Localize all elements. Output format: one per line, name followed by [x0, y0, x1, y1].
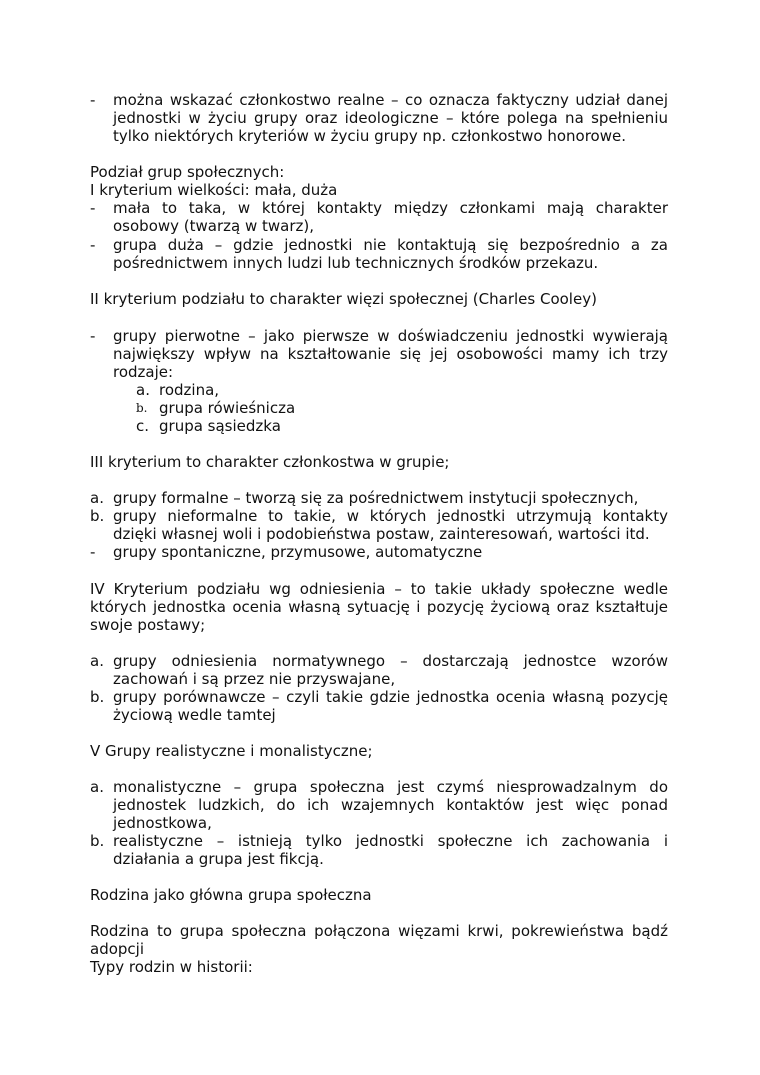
- monalistic-line-2: jednostek ludzkich, do ich wzajemnych kontaktów jest więc ponad: [113, 796, 668, 814]
- membership-line-3: tylko niektórych kryteriów w życiu grupy np. członkostwo honorowe.: [113, 127, 626, 145]
- membership-line-1: można wskazać członkostwo realne – co oznacza faktyczny udział danej: [113, 91, 668, 109]
- primary-line-2: największy wpływ na kształtowanie się jej osobowości mamy ich trzy: [113, 345, 668, 363]
- list-marker-b: b.: [90, 507, 105, 525]
- list-marker-b: b.: [136, 401, 148, 415]
- membership-line-2: jednostki w życiu grupy oraz ideologiczne – które polega na spełnieniu: [113, 109, 668, 127]
- comparative-groups-line-1: grupy porównawcze – czyli takie gdzie jednostka ocenia własną pozycję: [113, 688, 668, 706]
- monalistic-line-3: jednostkowa,: [113, 814, 212, 832]
- list-marker-a: a.: [136, 381, 150, 399]
- small-group-line-2: osobowy (twarzą w twarz),: [113, 217, 315, 235]
- informal-groups-line-1: grupy nieformalne to takie, w których jednostki utrzymują kontakty: [113, 507, 668, 525]
- list-marker-a: a.: [90, 652, 104, 670]
- small-group-line-1: mała to taka, w której kontakty między członkami mają charakter: [113, 199, 668, 217]
- criterion4-heading-line-3: swoje postawy;: [90, 616, 206, 634]
- criterion4-heading-line-1: IV Kryterium podziału wg odniesienia – to takie układy społeczne wedle: [90, 580, 668, 598]
- bullet-dash: -: [90, 91, 96, 109]
- monalistic-line-1: monalistyczne – grupa społeczna jest czymś niesprowadzalnym do: [113, 778, 668, 796]
- list-marker-b: b.: [90, 688, 105, 706]
- type-family: rodzina,: [159, 381, 220, 399]
- type-neighbour-group: grupa sąsiedzka: [159, 417, 281, 435]
- type-peer-group: grupa rówieśnicza: [159, 399, 296, 417]
- list-marker-b: b.: [90, 832, 105, 850]
- large-group-line-1: grupa duża – gdzie jednostki nie kontaktują się bezpośrednio a za: [113, 236, 668, 254]
- large-group-line-2: pośrednictwem innych ludzi lub technicznych środków przekazu.: [113, 254, 599, 272]
- normative-groups-line-2: zachowań i są przez nie przyswajane,: [113, 670, 396, 688]
- list-marker-c: c.: [136, 417, 150, 435]
- criterion4-heading-line-2: których jednostka ocenia własną sytuację i pozycję życiową oraz kształtuje: [90, 598, 668, 616]
- division-heading: Podział grup społecznych:: [90, 163, 285, 181]
- family-definition-line-1: Rodzina to grupa społeczna połączona więzami krwi, pokrewieństwa bądź: [90, 922, 668, 940]
- list-marker-a: a.: [90, 778, 104, 796]
- primary-line-1: grupy pierwotne – jako pierwsze w doświadczeniu jednostki wywierają: [113, 327, 668, 345]
- criterion3-heading: III kryterium to charakter członkostwa w grupie;: [90, 453, 450, 471]
- informal-groups-line-2: dzięki własnej woli i podobieństwa postaw, zainteresowań, wartości itd.: [113, 525, 650, 543]
- family-types-heading: Typy rodzin w historii:: [90, 958, 253, 976]
- realistic-line-1: realistyczne – istnieją tylko jednostki społeczne ich zachowania i: [113, 832, 668, 850]
- comparative-groups-line-2: życiową wedle tamtej: [113, 706, 276, 724]
- bullet-dash: -: [90, 236, 96, 254]
- bullet-dash: -: [90, 543, 96, 561]
- family-definition-line-2: adopcji: [90, 940, 144, 958]
- primary-line-3: rodzaje:: [113, 363, 174, 381]
- bullet-dash: -: [90, 199, 96, 217]
- criterion1-heading: I kryterium wielkości: mała, duża: [90, 181, 338, 199]
- normative-groups-line-1: grupy odniesienia normatywnego – dostarczają jednostce wzorów: [113, 652, 668, 670]
- criterion2-heading: II kryterium podziału to charakter więzi społecznej (Charles Cooley): [90, 290, 597, 308]
- spontaneous-groups: grupy spontaniczne, przymusowe, automatyczne: [113, 543, 483, 561]
- realistic-line-2: działania a grupa jest fikcją.: [113, 850, 324, 868]
- criterion5-heading: V Grupy realistyczne i monalistyczne;: [90, 742, 373, 760]
- bullet-dash: -: [90, 327, 96, 345]
- formal-groups: grupy formalne – tworzą się za pośrednictwem instytucji społecznych,: [113, 489, 639, 507]
- family-heading: Rodzina jako główna grupa społeczna: [90, 886, 372, 904]
- list-marker-a: a.: [90, 489, 104, 507]
